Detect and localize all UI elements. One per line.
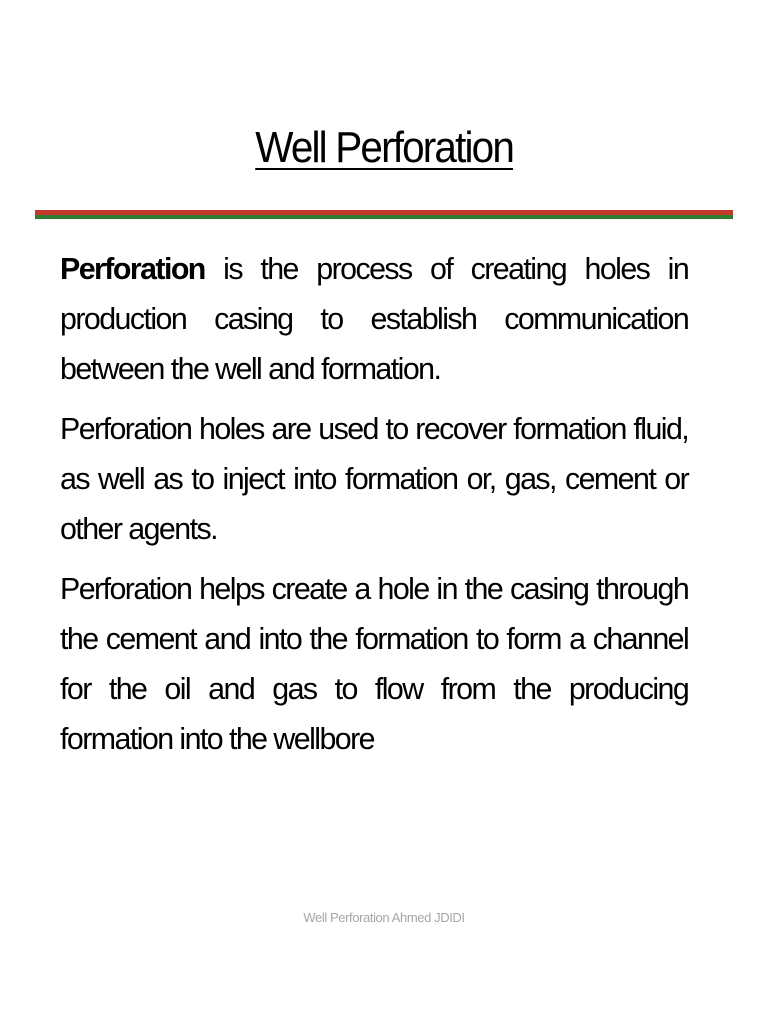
paragraph-uses bbox=[60, 404, 688, 554]
paragraph-purpose bbox=[60, 564, 688, 764]
term-perforation: Perforation bbox=[60, 251, 205, 286]
slide-footer: Well Perforation Ahmed JDIDI bbox=[303, 910, 465, 925]
slide-body bbox=[60, 244, 701, 774]
paragraph-definition bbox=[60, 244, 688, 394]
paragraph-uses-text: Perforation holes are used to recover formation fluid, as well as to inject into formation or, gas, cement or other agents. bbox=[60, 411, 689, 546]
paragraph-definition-text: is the process of creating holes in production casing to establish communication between the well and formation. bbox=[60, 251, 689, 386]
slide-title bbox=[0, 118, 768, 178]
divider-green bbox=[35, 215, 733, 219]
paragraph-purpose-text: Perforation helps create a hole in the casing through the cement and into the formation to form a channel for the oil and gas to flow from the producing formation into the wellbore bbox=[60, 571, 689, 756]
slide-title-text: Well Perforation bbox=[255, 123, 513, 172]
